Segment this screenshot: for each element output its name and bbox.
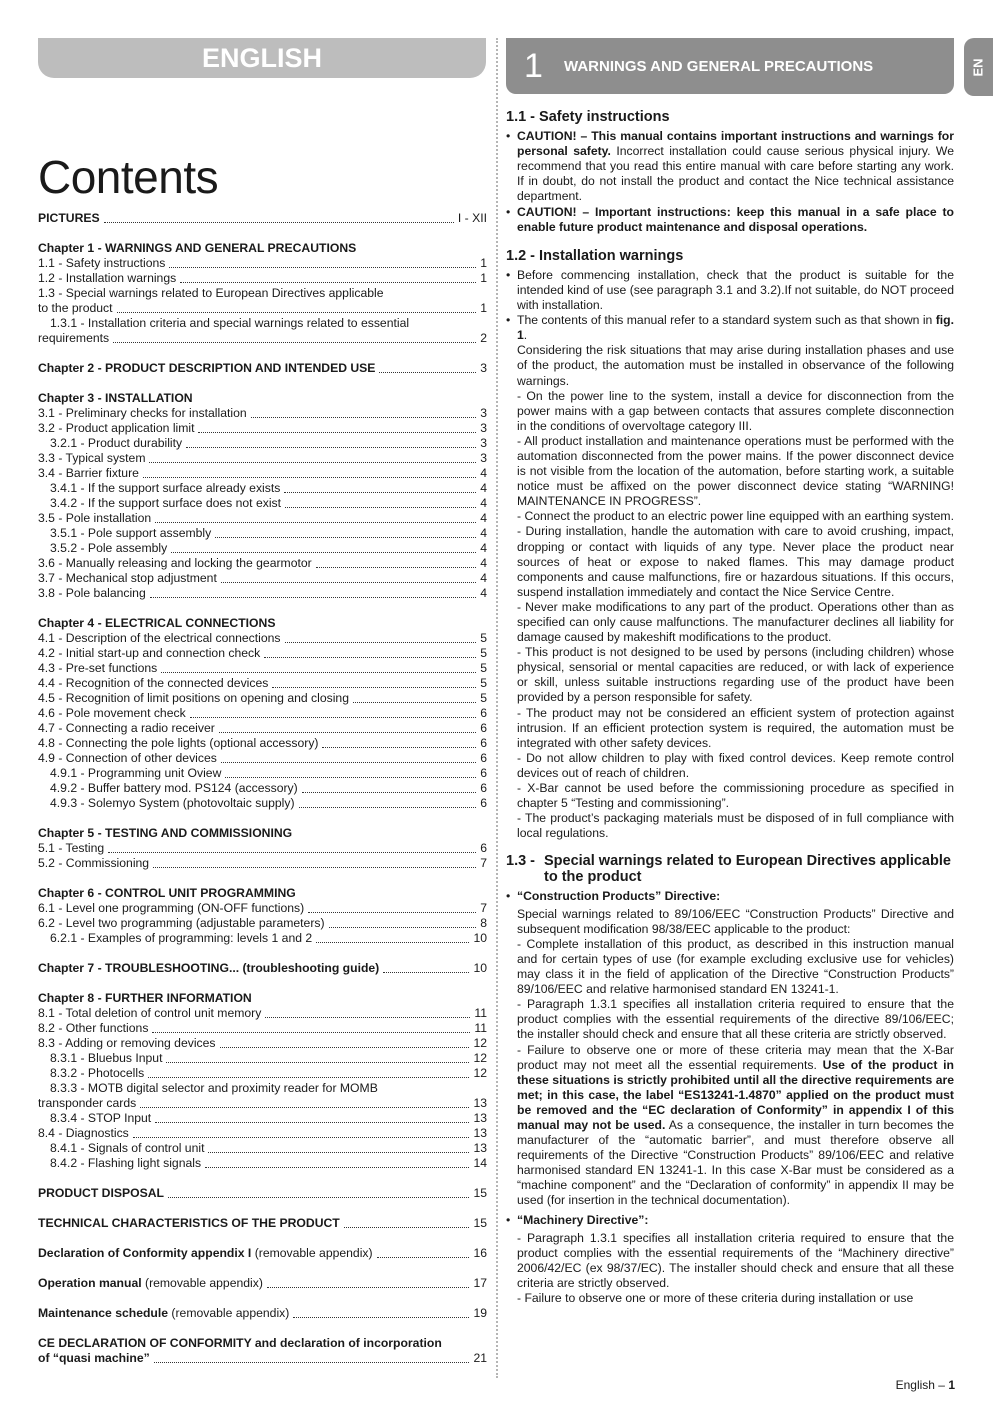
toc-label: 4.4 - Recognition of the connected devices (38, 676, 269, 690)
column-divider (496, 38, 498, 1378)
warning-item: - The product may not be considered an efficient system of protection against intrusion. If an efficient protection system is required, the automation must be integrated with other safety devices. (517, 705, 954, 750)
toc-entry[interactable]: 8.4.1 - Signals of control unit 13 (50, 1141, 487, 1155)
toc-page: 4 (480, 496, 487, 510)
toc-page: 3 (480, 406, 487, 420)
toc-page: 8 (480, 916, 487, 930)
toc-entry[interactable] (38, 856, 487, 871)
toc-entry-line[interactable]: 1.3.1 - Installation criteria and special warnings related to essential (50, 316, 410, 330)
toc-label: 4.9.3 - Solemyo System (photovoltaic supply) (50, 796, 295, 810)
toc-chapter-2[interactable]: Chapter 2 - PRODUCT DESCRIPTION AND INTENDED USE 3 (38, 361, 487, 375)
toc-entry[interactable] (38, 721, 487, 736)
toc-entry[interactable] (38, 511, 487, 526)
toc-page: 6 (480, 706, 487, 720)
warning-item: - Do not allow children to play with fixed control devices. Keep remote control devices out of reach of children. (517, 750, 954, 780)
bullet-heading: • “Machinery Directive”: (506, 1212, 649, 1227)
toc-page: 6 (480, 751, 487, 765)
toc-page: 5 (480, 661, 487, 675)
toc-entry[interactable] (38, 526, 487, 541)
toc-entry[interactable]: requirements 2 (38, 331, 487, 345)
warning-item: - All product installation and maintenance operations must be performed with the automation disconnected from the power mains. If the power disconnect device is not visible from the location of the automation, before starting work, a suitable notice must be affixed on the power disconnect device stating “WARNING! MAINTENANCE IN PROGRESS”. (517, 433, 954, 509)
toc-entry[interactable] (38, 736, 487, 751)
toc-entry[interactable] (38, 451, 487, 466)
toc-chapter-6-list (38, 901, 487, 946)
toc-label: 4.9 - Connection of other devices (38, 751, 217, 765)
toc-page: 5 (480, 676, 487, 690)
toc-label: 3.4.1 - If the support surface already exists (50, 481, 281, 495)
toc-label: 3.4 - Barrier fixture (38, 466, 139, 480)
toc-chapter-6-heading[interactable]: Chapter 6 - CONTROL UNIT PROGRAMMING (38, 886, 296, 900)
toc-entry[interactable] (38, 766, 487, 781)
toc-entry-pictures[interactable] (38, 211, 487, 226)
toc-label: 3.5.2 - Pole assembly (50, 541, 168, 555)
toc-page: 7 (480, 856, 487, 870)
toc-entry[interactable] (38, 676, 487, 691)
toc-entry[interactable] (38, 751, 487, 766)
toc-label: 6.2 - Level two programming (adjustable parameters) (38, 916, 325, 930)
toc-entry[interactable]: 1.2 - Installation warnings 1 (38, 271, 487, 285)
toc-product-disposal[interactable]: PRODUCT DISPOSAL 15 (38, 1186, 487, 1200)
toc-entry[interactable] (38, 901, 487, 916)
toc-label: 4.1 - Description of the electrical connections (38, 631, 281, 645)
toc-label: 4.3 - Pre-set functions (38, 661, 158, 675)
toc-label: 3.1 - Preliminary checks for installation (38, 406, 247, 420)
toc-chapter-3-heading[interactable]: Chapter 3 - INSTALLATION (38, 391, 193, 405)
toc-entry[interactable] (38, 631, 487, 646)
toc-entry[interactable] (38, 646, 487, 661)
toc-chapter-5-list (38, 841, 487, 871)
bullet-item: • CAUTION! – Important instructions: keep this manual in a safe place to enable future product maintenance and disposal operations. (506, 204, 954, 234)
toc-page: 6 (480, 841, 487, 855)
toc-entry[interactable]: 8.4 - Diagnostics 13 (38, 1126, 487, 1140)
toc-entry[interactable]: 8.3.1 - Bluebus Input 12 (50, 1051, 487, 1065)
paragraph: Special warnings related to 89/106/EEC “Construction Products” Directive and subsequent modification 98/38/EEC applicable to the product: (517, 906, 954, 936)
toc-label: 3.6 - Manually releasing and locking the gearmotor (38, 556, 312, 570)
warning-item: - On the power line to the system, install a device for disconnection from the power mains with a gap between contacts that assures complete disconnection in the conditions of overvoltage category III. (517, 388, 954, 433)
toc-page: 4 (480, 526, 487, 540)
page-footer: English – 1 (895, 1378, 955, 1392)
toc-entry[interactable] (38, 931, 487, 946)
warning-item: - The product’s packaging materials must be disposed of in full compliance with local regulations. (517, 811, 954, 841)
toc-entry[interactable]: 8.3.4 - STOP Input 13 (50, 1111, 487, 1125)
toc-label: 5.1 - Testing (38, 841, 105, 855)
toc-entry[interactable]: 8.2 - Other functions 11 (38, 1021, 487, 1035)
toc-entry[interactable] (38, 421, 487, 436)
toc-label: 6.2.1 - Examples of programming: levels 1 and 2 (50, 931, 313, 945)
toc-chapter-4-heading[interactable]: Chapter 4 - ELECTRICAL CONNECTIONS (38, 616, 276, 630)
toc-label: 3.8 - Pole balancing (38, 586, 146, 600)
warning-item: - Never make modifications to any part of the product. Operations other than as specified can only cause malfunctions. The manufacturer declines all liability for damage caused by makeshift modifications to the product. (517, 599, 954, 645)
toc-entry[interactable]: 8.1 - Total deletion of control unit memory 11 (38, 1006, 487, 1020)
bullet-item: • The contents of this manual refer to a standard system such as that shown in fig. 1. (506, 313, 954, 343)
toc-label: 4.7 - Connecting a radio receiver (38, 721, 215, 735)
chapter-banner (506, 38, 954, 94)
toc-label: 3.5 - Pole installation (38, 511, 152, 525)
toc-page: 6 (480, 766, 487, 780)
toc-chapter-4-list (38, 631, 487, 811)
toc-entry[interactable] (38, 466, 487, 481)
toc-page: 3 (480, 436, 487, 450)
toc-entry[interactable] (38, 571, 487, 586)
toc-label: 4.9.1 - Programming unit Oview (50, 766, 222, 780)
toc-entry[interactable] (38, 796, 487, 811)
toc-chapter-1-heading[interactable]: Chapter 1 - WARNINGS AND GENERAL PRECAUTIONS (38, 241, 357, 255)
toc-page: 6 (480, 736, 487, 750)
toc-ce-declaration[interactable]: of “quasi machine” 21 (38, 1351, 487, 1365)
toc-entry-line[interactable]: 8.3.3 - MOTB digital selector and proximity reader for MOMB (50, 1081, 378, 1095)
toc-maintenance-schedule[interactable]: Maintenance schedule (removable appendix) 19 (38, 1306, 487, 1320)
toc-entry[interactable] (38, 781, 487, 796)
bullet-item: • CAUTION! – This manual contains important instructions and warnings for personal safety. Incorrect installation could cause serious physical injury. We recommend that you read this entire manual with care before starting any work. If in doubt, do not install the product and contact the Nice technical assistance department. (506, 129, 954, 204)
warning-item: - This product is not designed to be used by persons (including children) whose physical, sensorial or mental capacities are reduced, or with lack of experience or skill, unless suitable instructions regarding use of the product have been provided by a person responsible for safety. (517, 645, 954, 705)
toc-page: 5 (480, 631, 487, 645)
toc-label: 4.6 - Pole movement check (38, 706, 186, 720)
warning-item: - X-Bar cannot be used before the commissioning procedure as specified in chapter 5 “Testing and commissioning”. (517, 781, 954, 811)
toc-declaration-appendix[interactable]: Declaration of Conformity appendix I (removable appendix) 16 (38, 1246, 487, 1260)
warning-item: - Failure to observe one or more of these criteria may mean that the X-Bar product may not meet all the essential requirements. Use of the product in these situations is strictly prohibited until all the directive requirements are met; in this case, the label “ES13241-1.4870” applied on the product must be removed and the “EC declaration of Conformity” in appendix I of this manual may not be used. As a consequence, the installer in turn becomes the manufacturer of the “automatic barrier”, and must therefore observe all requirements of the Directive “Construction Products” 89/106/EEC and relative harmonised standard EN 13241-1. In this case X-Bar must be considered as a “machine component” and the “Declaration of conformity” in appendix II may be used (for insertion in the technical documentation). (517, 1042, 955, 1208)
toc-entry[interactable] (38, 916, 487, 931)
warning-item: - Paragraph 1.3.1 specifies all installation criteria required to ensure that the product complies with the essential requirements of the “Machinery directive” 2006/42/EC (ex 98/37/EC). The installer should check and ensure that all these criteria are strictly observed. (517, 1230, 954, 1290)
warning-item: - During installation, handle the automation with care to avoid crushing, impact, dropping or contact with liquids of any type. Never place the product near sources of heat or expose to naked flames. This may damage product components and cause malfunctions, fire or hazardous situations. If this occurs, suspend installation immediately and contact the Nice Service Centre. (517, 524, 954, 599)
toc-entry[interactable] (38, 496, 487, 511)
toc-page: 4 (480, 481, 487, 495)
warning-item: - Complete installation of this product, as described in this instruction manual and for certain types of use (for example excluding exclusive use for vehicles) may class it in the field of application of the Directive “Construction Products” 89/106/EEC and relative harmonised standard EN 13241-1. (517, 936, 954, 997)
warning-item: - Failure to observe one or more of these criteria during installation or use (517, 1291, 914, 1306)
toc-label: 3.2 - Product application limit (38, 421, 195, 435)
toc-label: 4.5 - Recognition of limit positions on opening and closing (38, 691, 349, 705)
toc-page: 4 (480, 466, 487, 480)
toc-entry[interactable] (38, 691, 487, 706)
toc-page: 4 (480, 556, 487, 570)
toc-page: 3 (480, 451, 487, 465)
toc-entry[interactable] (38, 706, 487, 721)
toc-page: 4 (480, 586, 487, 600)
toc-entry[interactable] (38, 661, 487, 676)
table-of-contents (38, 211, 487, 1366)
warning-item: - Paragraph 1.3.1 specifies all installation criteria required to ensure that the product complies with the essential requirements of the directive 89/106/EEC; the installer should check and ensure that all these criteria are strictly observed. (517, 997, 954, 1042)
paragraph: Considering the risk situations that may arise during installation phases and use of the product, the automation must be installed in observance of the following warnings. (517, 343, 954, 388)
toc-page: 5 (480, 646, 487, 660)
bullet-item: • Before commencing installation, check that the product is suitable for the intended kind of use (see paragraph 3.1 and 3.2).If not suitable, do NOT proceed with installation. (506, 267, 954, 313)
toc-label: 3.5.1 - Pole support assembly (50, 526, 212, 540)
toc-label: PICTURES (38, 211, 100, 225)
toc-entry[interactable] (38, 556, 487, 571)
toc-label: 5.2 - Commissioning (38, 856, 150, 870)
chapter-title: WARNINGS AND GENERAL PRECAUTIONS (564, 57, 874, 75)
language-label: ENGLISH (201, 42, 322, 73)
toc-page: 10 (473, 931, 487, 945)
toc-page: 6 (480, 721, 487, 735)
language-tab (964, 38, 993, 96)
toc-technical-characteristics[interactable]: TECHNICAL CHARACTERISTICS OF THE PRODUCT 15 (38, 1216, 487, 1230)
toc-chapter-7[interactable]: Chapter 7 - TROUBLESHOOTING... (troubleshooting guide) 10 (38, 961, 487, 975)
language-banner (38, 38, 486, 78)
toc-entry-line[interactable]: 1.3 - Special warnings related to European Directives applicable (38, 286, 384, 300)
toc-chapter-5-heading[interactable]: Chapter 5 - TESTING AND COMMISSIONING (38, 826, 293, 840)
toc-entry[interactable]: to the product 1 (38, 301, 487, 315)
toc-entry[interactable]: 1.1 - Safety instructions 1 (38, 256, 487, 270)
toc-page: 4 (480, 541, 487, 555)
toc-page: 5 (480, 691, 487, 705)
toc-label: 3.3 - Typical system (38, 451, 146, 465)
language-tab-label: EN (971, 57, 986, 77)
toc-label: 4.8 - Connecting the pole lights (optional accessory) (38, 736, 319, 750)
toc-page: 6 (480, 781, 487, 795)
section-1-1-title: 1.1 - Safety instructions (506, 109, 670, 125)
page-number: 1 (948, 1378, 955, 1392)
toc-ce-declaration-line1[interactable]: CE DECLARATION OF CONFORMITY and declaration of incorporation (38, 1336, 442, 1350)
toc-entry[interactable] (38, 406, 487, 421)
toc-entry[interactable] (38, 541, 487, 556)
toc-entry[interactable]: 8.4.2 - Flashing light signals 14 (50, 1156, 487, 1170)
toc-operation-manual[interactable]: Operation manual (removable appendix) 17 (38, 1276, 487, 1290)
toc-page: 7 (480, 901, 487, 915)
toc-entry[interactable] (38, 481, 487, 496)
toc-label: 3.4.2 - If the support surface does not exist (50, 496, 282, 510)
toc-chapter-3-list (38, 406, 487, 601)
toc-entry[interactable] (38, 436, 487, 451)
toc-chapter-8-heading[interactable]: Chapter 8 - FURTHER INFORMATION (38, 991, 252, 1005)
toc-entry[interactable]: transponder cards 13 (38, 1096, 487, 1110)
chapter-number: 1 (524, 46, 543, 85)
toc-entry[interactable] (38, 586, 487, 601)
warning-item: - Connect the product to an electric power line equipped with an earthing system. (517, 509, 954, 524)
toc-label: 3.7 - Mechanical stop adjustment (38, 571, 217, 585)
body-text-column (506, 110, 954, 1306)
toc-entry[interactable]: 8.3 - Adding or removing devices 12 (38, 1036, 487, 1050)
contents-title: Contents (38, 151, 219, 203)
bullet-heading: • “Construction Products” Directive: (506, 888, 721, 903)
toc-page: 4 (480, 511, 487, 525)
toc-page: 4 (480, 571, 487, 585)
toc-label: 3.2.1 - Product durability (50, 436, 183, 450)
toc-page: 3 (480, 421, 487, 435)
toc-entry[interactable] (38, 841, 487, 856)
toc-page: I - XII (457, 211, 487, 225)
toc-page: 6 (480, 796, 487, 810)
toc-label: 4.9.2 - Buffer battery mod. PS124 (accessory) (50, 781, 298, 795)
toc-label: 6.1 - Level one programming (ON-OFF functions) (38, 901, 305, 915)
section-1-2-title: 1.2 - Installation warnings (506, 247, 684, 264)
toc-label: 4.2 - Initial start-up and connection check (38, 646, 261, 660)
toc-entry[interactable]: 8.3.2 - Photocells 12 (50, 1066, 487, 1080)
section-1-3-title: 1.3 - Special warnings related to European Directives applicable to the product (506, 853, 951, 885)
